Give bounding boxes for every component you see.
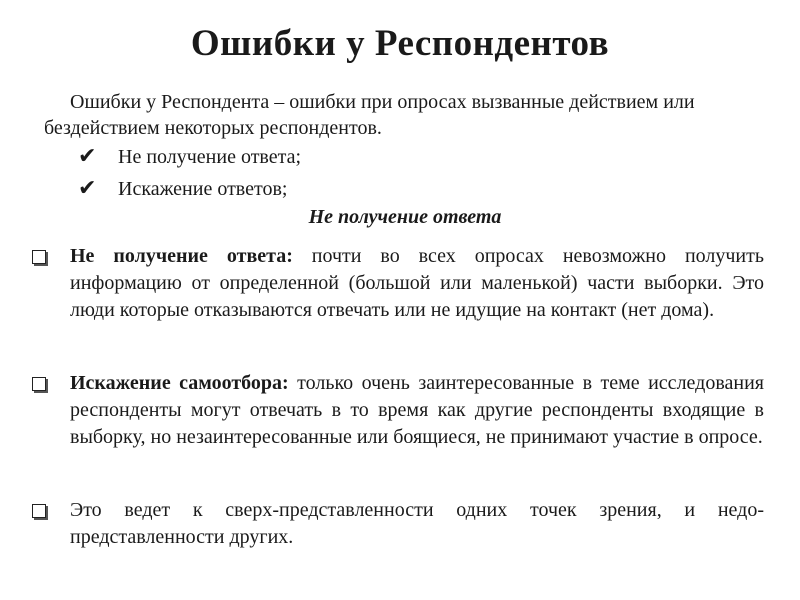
bullet-item	[32, 243, 764, 324]
checkbox-icon	[32, 250, 46, 264]
check-item	[78, 141, 301, 173]
bullet-term: Не получение ответа:	[70, 245, 293, 267]
bullet-body: Это ведет к сверх-представленности одних точек зрения, и недо-представленности других.	[70, 499, 764, 548]
page-title: Ошибки у Респондентов	[190, 23, 610, 64]
checkbox-icon	[32, 377, 46, 391]
bullet-body: почти во всех опросах невозможно получить информацию от определенной (большой или маленькой) части выборки. Это люди которые отказываются отвечать или не идущие на контакт (нет дома).	[70, 245, 764, 321]
bullet-item	[32, 370, 764, 451]
check-item	[78, 173, 301, 205]
check-item-text: Искажение ответов;	[118, 178, 288, 200]
bullet-text	[70, 497, 764, 551]
checkmark-icon: ✔	[78, 144, 97, 169]
intro-paragraph: Ошибки у Респондента – ошибки при опросах вызванные действием или бездействием некоторых респондентов.	[44, 91, 695, 139]
bullet-text	[70, 370, 764, 451]
bullet-text	[70, 243, 764, 324]
bullet-item	[32, 497, 764, 551]
check-list	[78, 141, 301, 205]
bullet-body: только очень заинтересованные в теме исследования респонденты могут отвечать в то время как другие респонденты входящие в выборку, но незаинтересованные или боящиеся, не принимают участие в опросе.	[70, 372, 764, 448]
checkbox-icon	[32, 504, 46, 518]
check-item-text: Не получение ответа;	[118, 146, 302, 168]
section-subheading: Не получение ответа	[308, 206, 502, 228]
bullet-term: Искажение самоотбора:	[70, 372, 289, 394]
checkmark-icon: ✔	[78, 176, 97, 201]
